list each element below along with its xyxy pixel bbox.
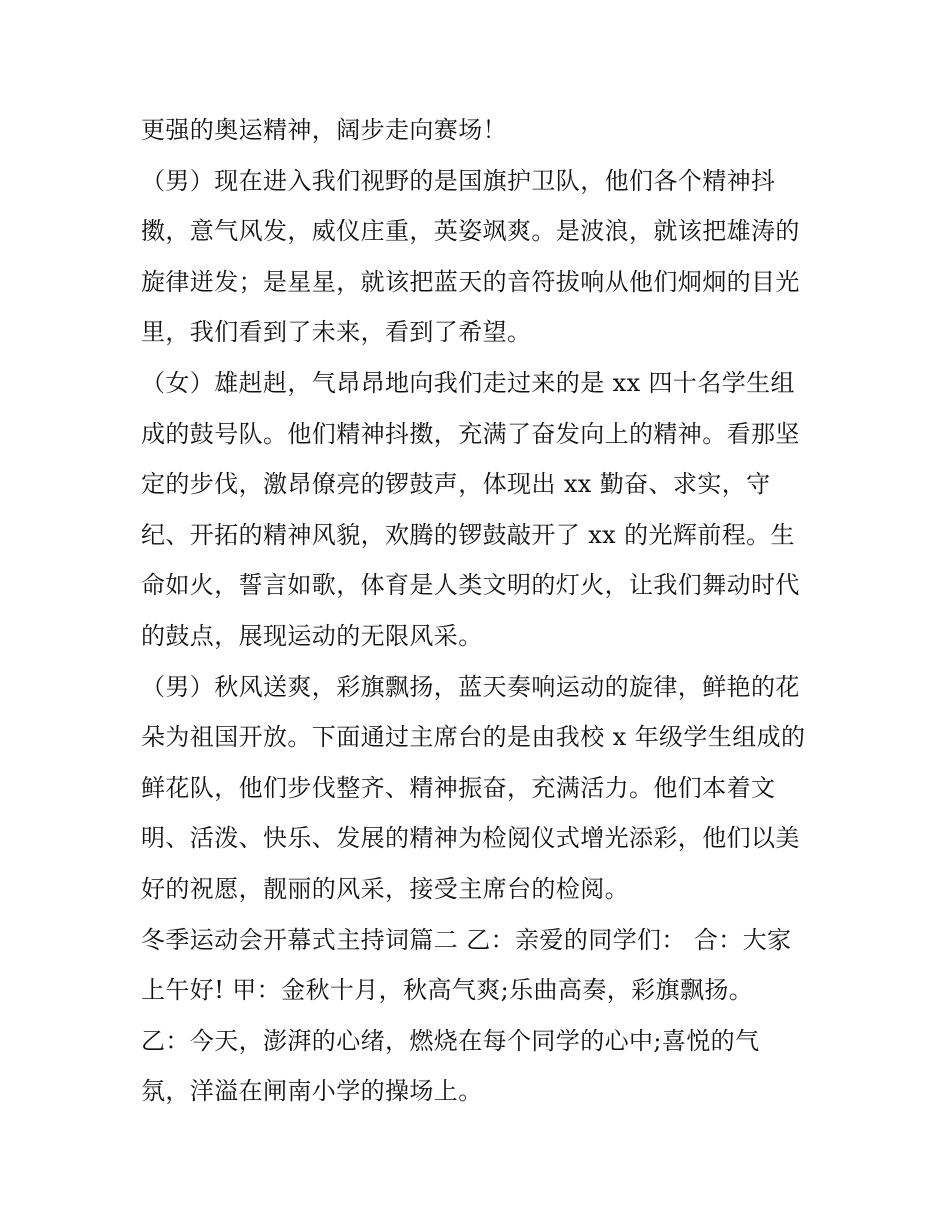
text-line: 的鼓点，展现运动的无限风采。 — [141, 622, 483, 650]
text-line: 朵为祖国开放。下面通过主席台的是由我校 x 年级学生组成的 — [141, 723, 806, 751]
text-line: 旋律迸发；是星星，就该把蓝天的音符拔响从他们炯炯的目光 — [141, 268, 800, 296]
text-line: 冬季运动会开幕式主持词篇二 乙：亲爱的同学们： 合：大家 — [141, 926, 792, 954]
text-line: 乙：今天，澎湃的心绪，燃烧在每个同学的心中;喜悦的气 — [141, 1027, 760, 1055]
text-line: 上午好! 甲：金秋十月，秋高气爽;乐曲高奏，彩旗飘扬。 — [141, 976, 754, 1004]
text-line: 氛，洋溢在闸南小学的操场上。 — [141, 1077, 483, 1105]
text-line: 里，我们看到了未来，看到了希望。 — [141, 318, 532, 346]
text-line: 定的步伐，激昂僚亮的锣鼓声，体现出 xx 勤奋、求实，守 — [141, 470, 771, 498]
text-line: 好的祝愿，靓丽的风采，接受主席台的检阅。 — [141, 875, 629, 903]
text-line: （女）雄赳赳，气昂昂地向我们走过来的是 xx 四十名学生组 — [141, 369, 795, 397]
text-line: 鲜花队，他们步伐整齐、精神振奋，充满活力。他们本着文 — [141, 774, 776, 802]
text-line: 更强的奥运精神，阔步走向赛场！ — [141, 116, 507, 144]
text-line: 纪、开拓的精神风貌，欢腾的锣鼓敲开了 xx 的光辉前程。生 — [141, 521, 795, 549]
text-line: 擞，意气风发，威仪庄重，英姿飒爽。是波浪，就该把雄涛的 — [141, 217, 800, 245]
text-line: （男）现在进入我们视野的是国旗护卫队，他们各个精神抖 — [141, 167, 776, 195]
text-line: 明、活泼、快乐、发展的精神为检阅仪式增光添彩，他们以美 — [141, 824, 800, 852]
text-line: （男）秋风送爽，彩旗飘扬，蓝天奏响运动的旋律，鲜艳的花 — [141, 673, 800, 701]
text-line: 成的鼓号队。他们精神抖擞，充满了奋发向上的精神。看那坚 — [141, 420, 800, 448]
text-line: 命如火，誓言如歌，体育是人类文明的灯火，让我们舞动时代 — [141, 571, 800, 599]
